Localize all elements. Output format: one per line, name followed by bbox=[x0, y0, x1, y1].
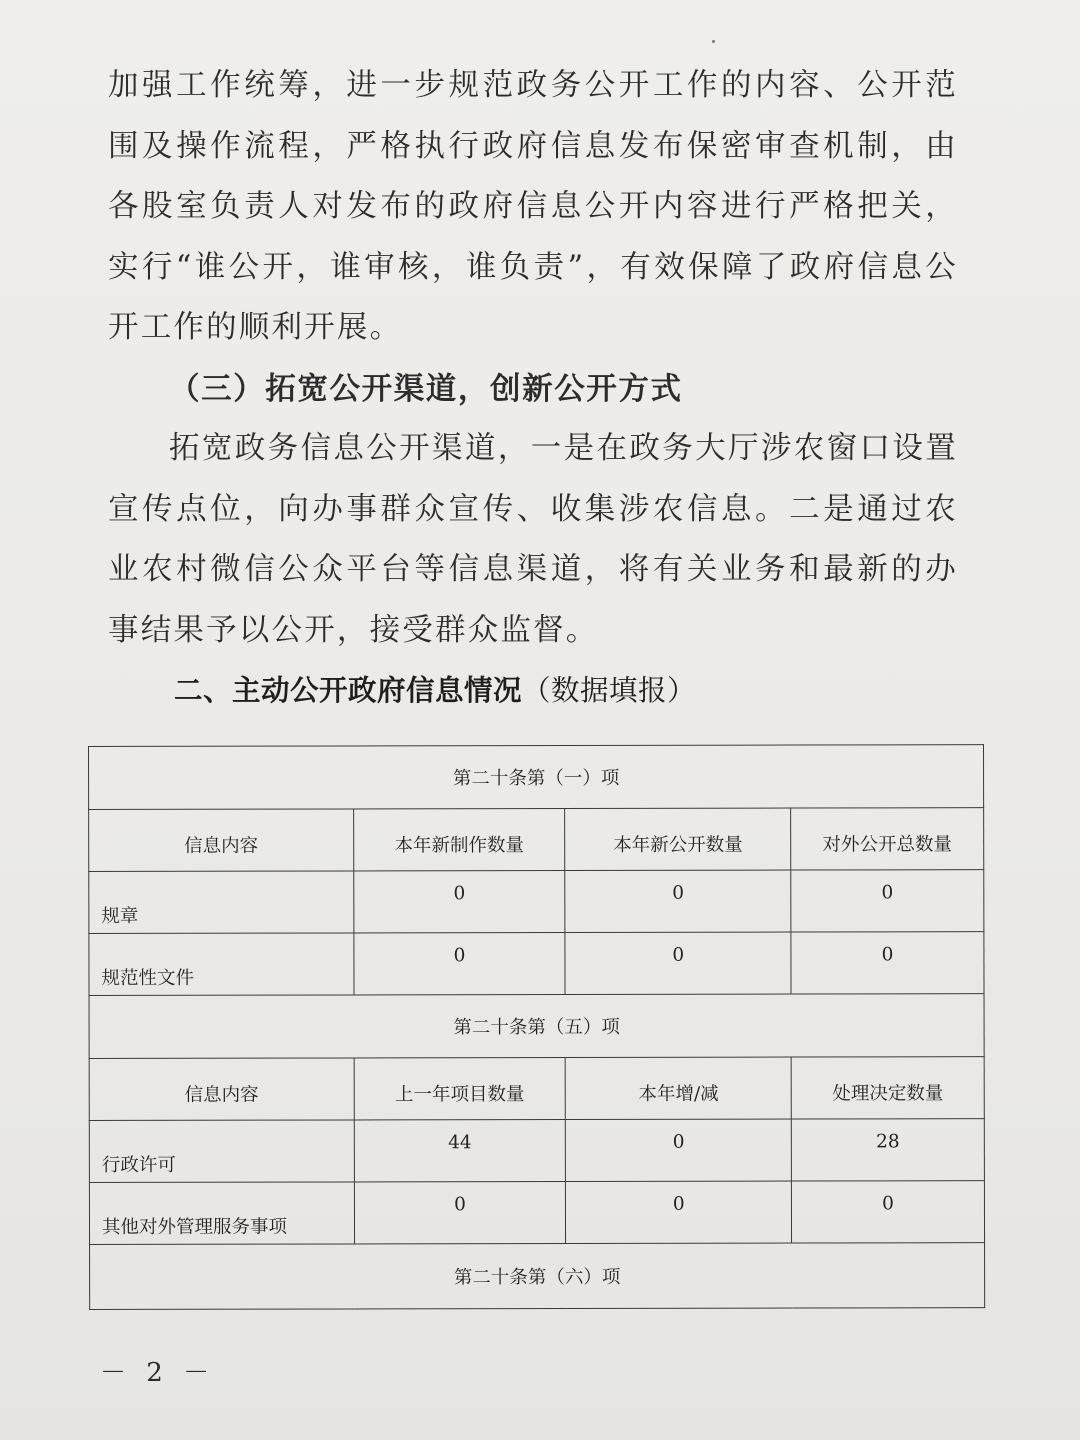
row-label: 规章 bbox=[89, 871, 354, 934]
section-heading-main: 二、主动公开政府信息情况 bbox=[174, 674, 523, 707]
table-section-title-row bbox=[89, 994, 984, 1059]
column-header: 本年增/减 bbox=[566, 1057, 792, 1119]
table-cell: 0 bbox=[354, 1182, 566, 1244]
table-section-title: 第二十条第（五）项 bbox=[89, 994, 984, 1059]
table-cell: 0 bbox=[354, 933, 566, 995]
table-cell: 0 bbox=[566, 1181, 792, 1243]
paragraph-expand-channels: 拓宽政务信息公开渠道，一是在政务大厅涉农窗口设置宣传点位，向办事群众宣传、收集涉农信息。二是通过农业农村微信公众平台等信息渠道，将有关业务和最新的办事结果予以公开，接受群众监督。 bbox=[108, 431, 958, 648]
table-section-title-row bbox=[90, 1243, 985, 1310]
column-header: 本年新制作数量 bbox=[353, 809, 565, 871]
paper-speck bbox=[712, 40, 715, 43]
table-cell: 0 bbox=[791, 932, 984, 994]
table-section-title-row bbox=[89, 745, 984, 810]
paragraph-work-coordination: 加强工作统筹，进一步规范政务公开工作的内容、公开范围及操作流程，严格执行政府信息发布保密审查机制，由各股室负责人对发布的政府信息公开内容进行严格把关，实行“谁公开，谁审核，谁负责”，有效保障了政府信息公开工作的顺利开展。 bbox=[108, 68, 958, 345]
row-label: 行政许可 bbox=[89, 1120, 354, 1183]
column-header: 本年新公开数量 bbox=[565, 808, 791, 870]
table-cell: 0 bbox=[565, 870, 791, 932]
table-cell: 44 bbox=[354, 1120, 566, 1182]
table-row bbox=[89, 932, 984, 996]
column-header: 上一年项目数量 bbox=[354, 1058, 566, 1120]
column-header: 处理决定数量 bbox=[791, 1057, 984, 1119]
table-cell: 0 bbox=[565, 932, 791, 994]
page-number: － 2 － bbox=[100, 1358, 216, 1388]
table-cell: 0 bbox=[792, 1181, 985, 1243]
table-header-row bbox=[89, 1057, 984, 1121]
row-label: 其他对外管理服务事项 bbox=[89, 1182, 354, 1245]
table-row bbox=[89, 870, 984, 934]
column-header: 对外公开总数量 bbox=[791, 808, 984, 870]
table-row bbox=[89, 1181, 984, 1245]
section-heading bbox=[174, 668, 696, 709]
table-section-title: 第二十条第（一）项 bbox=[89, 745, 984, 810]
subheading-expand-channels: （三）拓宽公开渠道，创新公开方式 bbox=[169, 370, 683, 407]
table-row bbox=[89, 1119, 984, 1183]
table-cell: 0 bbox=[353, 871, 565, 933]
table-cell: 0 bbox=[566, 1119, 792, 1181]
column-header: 信息内容 bbox=[89, 809, 354, 872]
table-cell: 28 bbox=[791, 1119, 984, 1181]
body-text bbox=[108, 56, 958, 661]
section-heading-paren: （数据填报） bbox=[522, 674, 697, 707]
column-header: 信息内容 bbox=[89, 1058, 354, 1121]
table-cell: 0 bbox=[791, 870, 984, 932]
disclosure-data-table bbox=[88, 744, 985, 1310]
row-label: 规范性文件 bbox=[89, 933, 354, 996]
table-section-title: 第二十条第（六）项 bbox=[90, 1243, 985, 1310]
table-header-row bbox=[89, 808, 984, 872]
